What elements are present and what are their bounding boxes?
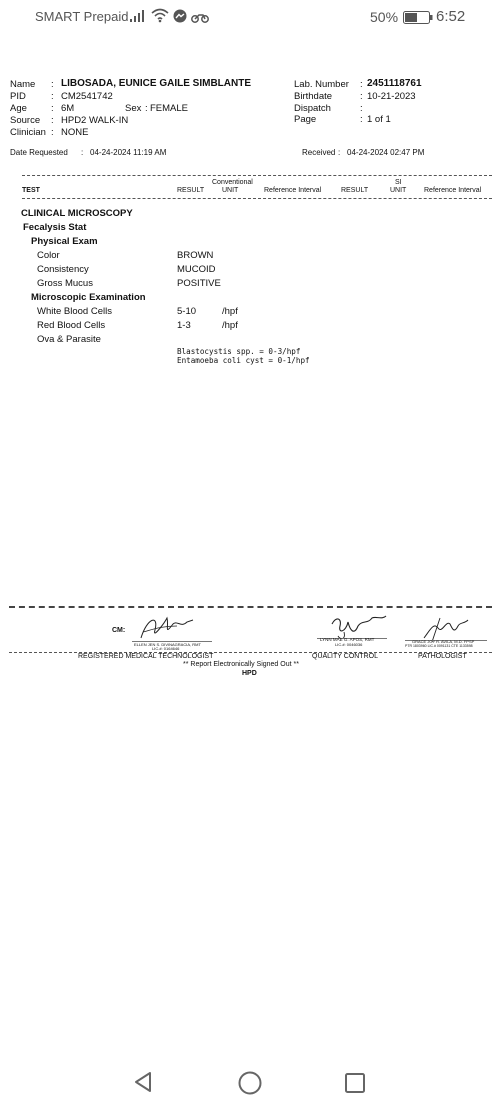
date-requested-value: 04-24-2024 11:19 AM: [90, 148, 167, 157]
battery-percent: 50%: [370, 9, 399, 25]
colon: :: [51, 91, 54, 102]
signed-out-note: ** Report Electronically Signed Out **: [183, 661, 299, 668]
birthdate-label: Birthdate: [294, 91, 333, 102]
pid-value: CM2541742: [61, 91, 113, 102]
qc-title: QUALITY CONTROL: [312, 653, 378, 660]
clinician-value: NONE: [61, 127, 89, 138]
cm-label: CM:: [112, 627, 126, 634]
received-label: Received: [302, 148, 336, 157]
consistency-label: Consistency: [37, 264, 89, 275]
colon: :: [81, 148, 84, 157]
ova-parasite-label: Ova & Parasite: [37, 334, 101, 345]
consistency-value: MUCOID: [177, 264, 216, 275]
ref-col-header: Reference Interval: [264, 187, 322, 194]
sex-value: FEMALE: [150, 103, 189, 114]
source-value: HPD2 WALK-IN: [61, 115, 129, 126]
medtech-title: REGISTERED MEDICAL TECHNOLOGIST: [78, 653, 214, 660]
recents-nav-button[interactable]: [344, 1072, 366, 1099]
gross-mucus-value: POSITIVE: [177, 278, 221, 289]
colon: :: [360, 103, 363, 114]
dispatch-label: Dispatch: [294, 103, 331, 114]
page-label: Page: [294, 114, 317, 125]
battery-icon: [403, 11, 433, 29]
section-title: CLINICAL MICROSCOPY: [21, 208, 133, 219]
microscopic-exam-title: Microscopic Examination: [31, 292, 146, 303]
rbc-label: Red Blood Cells: [37, 320, 106, 331]
colon: :: [51, 79, 54, 90]
unit-col-header: UNIT: [222, 187, 239, 194]
colon: :: [360, 114, 363, 125]
test-col-header: TEST: [22, 187, 40, 194]
hpd-footer: HPD: [242, 670, 257, 677]
medtech-license: LIC.#: 0164646: [152, 646, 180, 651]
colon: :: [360, 79, 363, 90]
pid-label: PID: [10, 91, 26, 102]
color-value: BROWN: [177, 250, 214, 261]
page-value: 1 of 1: [367, 114, 391, 125]
si-unit-col-header: UNIT: [390, 187, 407, 194]
patient-name: LIBOSADA, EUNICE GAILE SIMBLANTE: [61, 78, 252, 89]
physical-exam-title: Physical Exam: [31, 236, 98, 247]
header-divider-bottom: [22, 198, 492, 199]
source-label: Source: [10, 115, 41, 126]
colon: :: [51, 127, 54, 138]
colon: :: [338, 148, 341, 157]
colon: :: [145, 103, 148, 114]
qc-license: LIC.#: 0046036: [335, 642, 363, 647]
header-divider-top: [22, 175, 492, 176]
pathologist-license: PTR 1803960 LIC.# 0091131 CTE 1133598: [405, 644, 473, 648]
signal-icon: [130, 9, 146, 28]
name-label: Name: [10, 79, 36, 90]
pathologist-name: GRACE JOY R. AVILA, M.D. FPSP: [412, 639, 475, 644]
medtech-name: ELLEN JEN S. DIVINAGRACIA, RMT: [134, 642, 201, 647]
received-value: 04-24-2024 02:47 PM: [347, 148, 425, 157]
home-nav-button[interactable]: [237, 1070, 263, 1101]
si-ref-col-header: Reference Interval: [424, 187, 482, 194]
pathologist-title: PATHOLOGIST: [418, 653, 467, 660]
messenger-icon: [173, 9, 187, 28]
subsection-title: Fecalysis Stat: [23, 222, 87, 233]
age-value: 6M: [61, 103, 75, 114]
colon: :: [51, 115, 54, 126]
motorcycle-icon: [191, 10, 209, 28]
date-requested-label: Date Requested: [10, 148, 68, 157]
sex-label: Sex: [125, 103, 142, 114]
lab-number-label: Lab. Number: [294, 79, 349, 90]
wbc-label: White Blood Cells: [37, 306, 112, 317]
lab-number-value: 2451118761: [367, 78, 422, 89]
clock: 6:52: [436, 8, 466, 25]
rbc-value: 1-3: [177, 320, 191, 331]
colon: :: [51, 103, 54, 114]
wifi-icon: [151, 8, 169, 28]
wbc-value: 5-10: [177, 306, 197, 317]
conventional-header: Conventional: [212, 179, 253, 186]
wbc-unit: /hpf: [222, 306, 238, 317]
si-result-col-header: RESULT: [341, 187, 369, 194]
birthdate-value: 10-21-2023: [367, 91, 416, 102]
result-col-header: RESULT: [177, 187, 205, 194]
ova-note-2: Entamoeba coli cyst = 0-1/hpf: [177, 356, 310, 365]
age-label: Age: [10, 103, 27, 114]
qc-name: LYNN MAE G. APOS, RMT: [320, 637, 375, 642]
colon: :: [360, 91, 363, 102]
clinician-label: Clinician: [10, 127, 46, 138]
footer-divider-top: [9, 606, 492, 608]
rbc-unit: /hpf: [222, 320, 238, 331]
color-label: Color: [37, 250, 60, 261]
back-nav-button[interactable]: [131, 1070, 155, 1099]
gross-mucus-label: Gross Mucus: [37, 278, 93, 289]
si-header: SI: [395, 179, 402, 186]
carrier-name: SMART Prepaid: [35, 9, 129, 24]
ova-note-1: Blastocystis spp. = 0-3/hpf: [177, 347, 301, 356]
